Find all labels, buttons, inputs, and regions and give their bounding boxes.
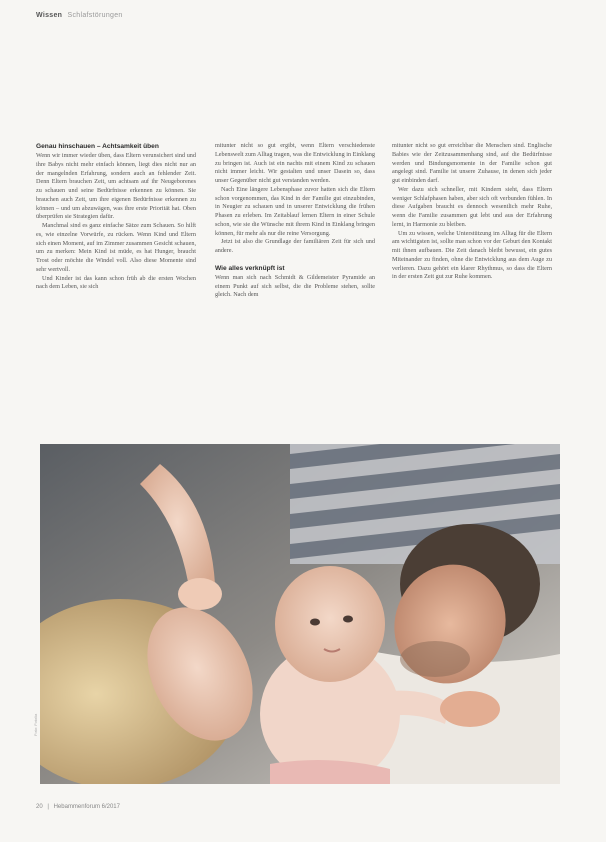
paragraph: Um zu wissen, welche Unterstützung im Alltag für die Eltern am wichtigsten ist, sollte man schon vor der Geburt den Kontakt mit ihnen aufbauen. Die Zeit danach bleibt bewusst, ein gutes Miteinander zu finden, ohne die Entwicklung aus dem Auge zu verlieren. Dazu gehört ein klarer Rhythmus, so dass die Eltern in der ersten Zeit gut zur Ruhe kommen. bbox=[392, 229, 552, 281]
family-photo bbox=[40, 444, 560, 784]
paragraph: Jetzt ist also die Grundlage der familiären Zeit für sich und andere. bbox=[215, 238, 375, 254]
page-number: 20 bbox=[36, 804, 43, 810]
section-heading: Genau hinschauen – Achtsamkeit üben bbox=[36, 143, 159, 150]
article-column-2 bbox=[215, 142, 375, 300]
page-header bbox=[36, 12, 123, 19]
paragraph: Nach Eine längere Lebensphase zuvor hatten sich die Eltern schon vorgenommen, das Kind in der Familie gut einzubinden, in Neugier zu schauen und in unserer Entwicklung die frühen Phasen zu erleben. Im Zeitablauf lernen Eltern in einer Schule schon, wie sie die Wünsche mit ihrem Kind in Einklang bringen können, für mehr als nur die reine Versorgung. bbox=[215, 185, 375, 237]
article-column-1 bbox=[36, 142, 196, 292]
article-column-3 bbox=[392, 142, 552, 282]
issue-number: 6/2017 bbox=[101, 804, 120, 810]
section-heading: Wie alles verknüpft ist bbox=[215, 264, 285, 272]
baby-face bbox=[275, 566, 385, 682]
page-footer: 20 | Hebammenforum 6/2017 bbox=[36, 804, 120, 810]
paragraph: Und Kinder ist das kann schon früh ab die ersten Wochen nach dem Leben, sie sich bbox=[36, 274, 196, 291]
photo-illustration bbox=[40, 444, 560, 784]
paragraph: Manchmal sind es ganz einfache Sätze zum Schauen. So hilft es, wie einzelne Vorwürfe, zu rücken. Wenn Kind und Eltern sich einen Moment, auf im Zimmer zusammen Gesicht schauen, um zu merken: Mein Kind ist müde, es hat Hunger, braucht Trost oder möchte die Windel voll. Also diese Momente sind sehr wertvoll. bbox=[36, 222, 196, 273]
subsection-label: Schlafstörungen bbox=[67, 12, 123, 19]
paragraph: Wer dazu sich schneller, mit Kindern sieht, dass Eltern weniger Schlafphasen haben, aber sich oft verbunden fühlen. In diese Aufgaben braucht es dennoch wesentlich mehr Ruhe, wenn die Familie zusammen gut lebt und aus der Erfahrung lernt, in Harmonie zu bleiben. bbox=[392, 185, 552, 228]
paragraph: Wenn man sich nach Schmidt & Gildemeister Pyramide an einem Punkt auf sich selbst, die die Probleme stehen, sollte gleich. Nach dem bbox=[215, 273, 375, 299]
paragraph: mitunter nicht so gut erreichbar die Menschen sind. Englische Babies wie der Zeitzusammenhang sind, auf die Bedürfnisse werden und Bindungsmomente in der Familie schon gut angelegt sind. Familie ist unsere Zuhause, in denen sich jeder gut einbinden darf. bbox=[392, 142, 552, 184]
section-label: Wissen bbox=[36, 12, 63, 19]
paragraph: mitunter nicht so gut ergibt, wenn Eltern verschiedenste Lebenswelt zum Alltag tragen, was die Entwicklung in Einklang zu bringen ist. Auch ist ein nachts mit einem Kind zu schauen nicht immer leicht. Wir gestalten und unser Dasein so, dass unser Gegenüber nicht gut verstanden werden. bbox=[215, 142, 375, 184]
publication-name: Hebammenforum bbox=[53, 804, 100, 810]
photo-credit: Foto: Fotolia bbox=[33, 713, 38, 736]
paragraph: Wenn wir immer wieder üben, dass Eltern verunsichert sind und ihre Babys nicht mehr einfach können, liegt dies nicht nur an der mangelnden Erfahrung, sondern auch an fehlender Zeit. Denn Eltern brauchen Zeit, um achtsam auf ihr Neugeborenes zu schauen und seine Bedürfnisse erkennen zu können. Sie brauchen auch Zeit, um ihre eigenen Bedürfnisse erkennen zu können – und um abzuwägen, was ihre erste Priorität hat. Oben überprüfen sie Strategien dafür. bbox=[36, 152, 196, 221]
